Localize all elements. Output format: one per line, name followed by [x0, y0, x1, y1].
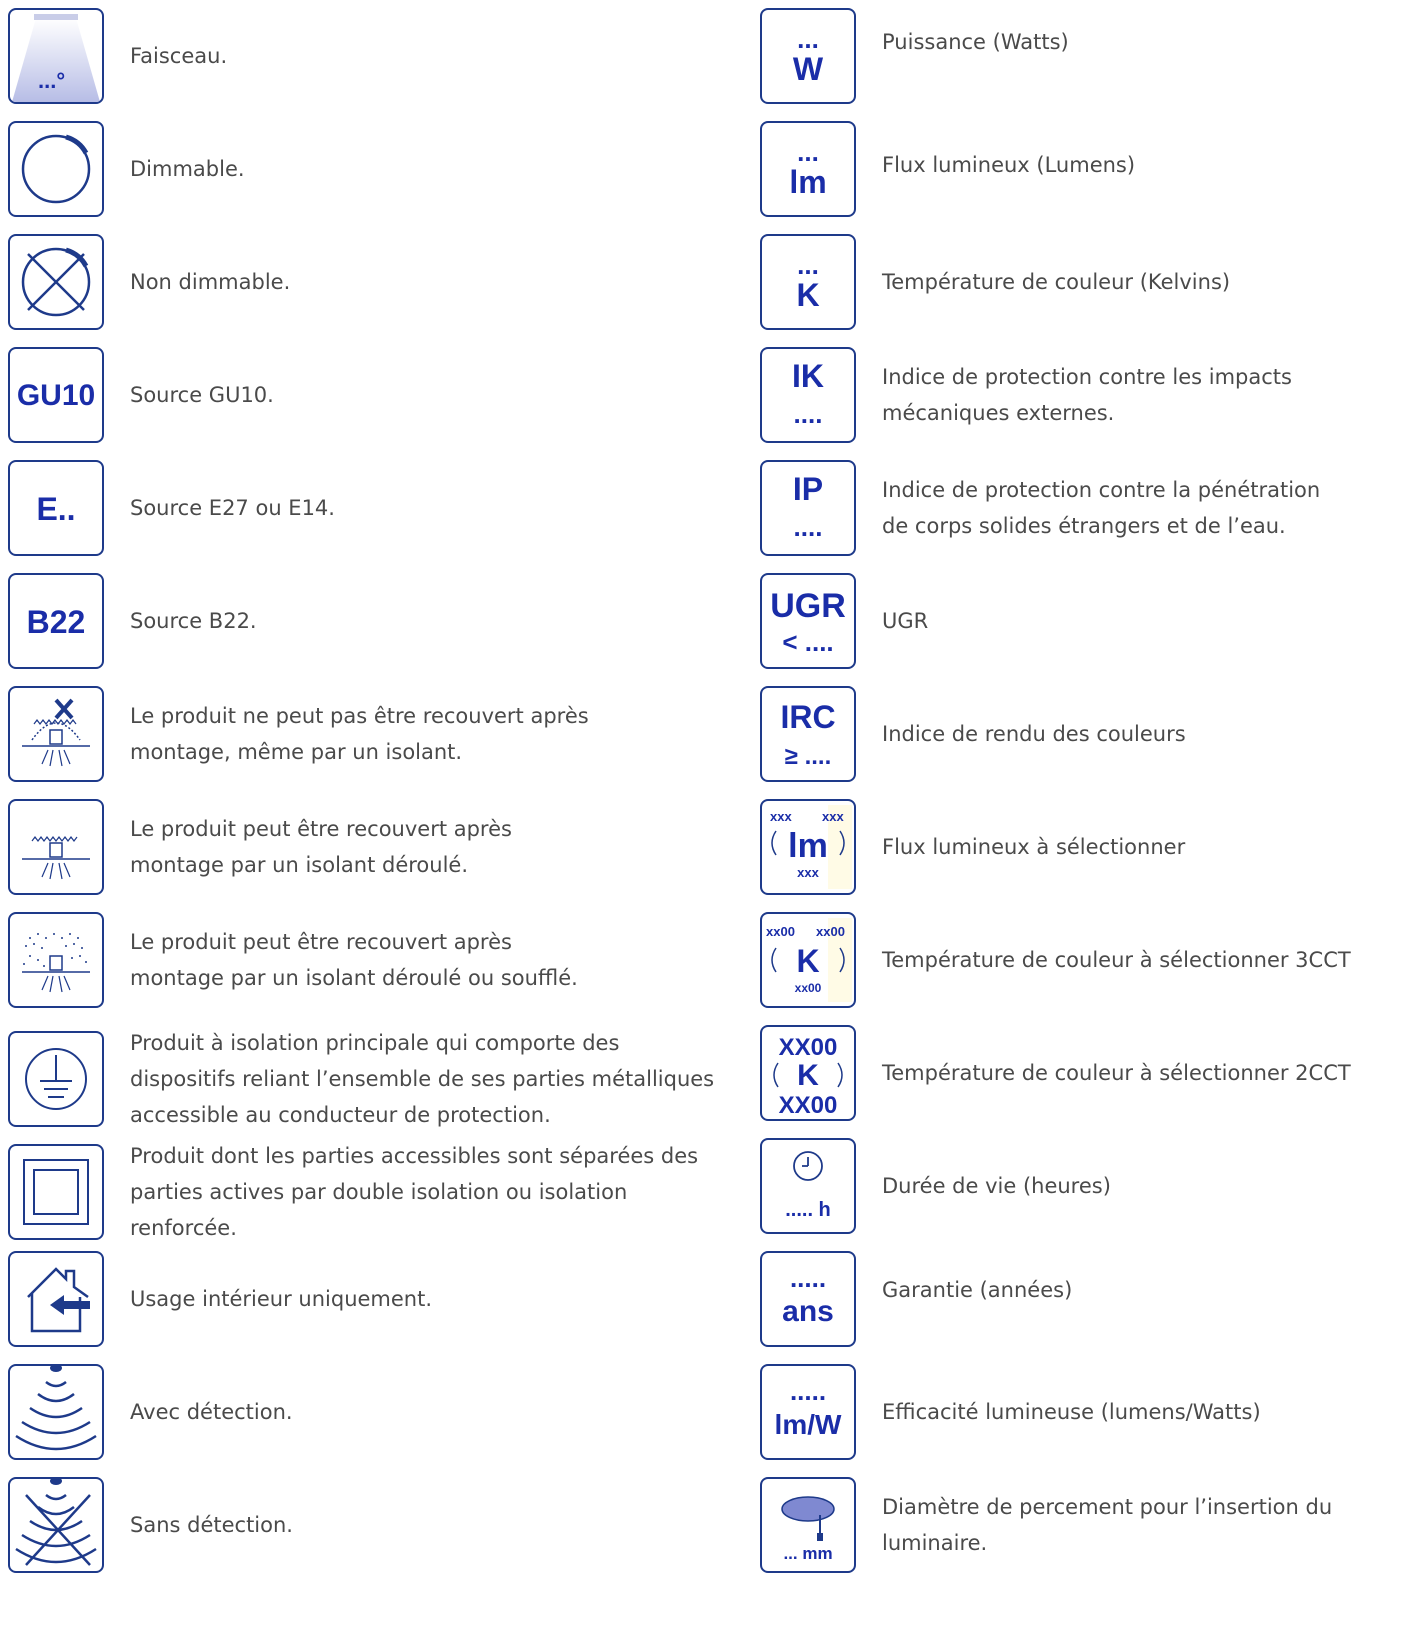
- list-item-label: Puissance (Watts): [882, 30, 1069, 54]
- list-item: [8, 1251, 730, 1347]
- list-item-label: Diamètre de percement pour l’insertion du luminaire.: [882, 1495, 1333, 1555]
- list-item: [8, 460, 730, 556]
- glyph-bottom: ≥ ....: [784, 743, 832, 770]
- list-item: [760, 1025, 1413, 1121]
- selectable-3cct-icon: [760, 912, 856, 1008]
- list-item-label: Sans détection.: [130, 1513, 293, 1537]
- efficacy-icon: [760, 1364, 856, 1460]
- list-item-label: Le produit peut être recouvert après montage par un isolant déroulé ou soufflé.: [130, 930, 578, 990]
- list-item-label: Source B22.: [130, 609, 257, 633]
- glyph-bottom: K: [796, 277, 820, 313]
- gu10-glyph: GU10: [16, 379, 96, 412]
- list-item: [8, 347, 730, 443]
- list-item-label: UGR: [882, 609, 929, 633]
- list-item-label: Source E27 ou E14.: [130, 496, 335, 520]
- list-item-label: Durée de vie (heures): [882, 1174, 1111, 1198]
- e-socket-glyph: E..: [36, 491, 76, 527]
- selectable-2cct-icon: [760, 1025, 856, 1121]
- b22-icon: [8, 573, 104, 669]
- glyph-small: xxx: [770, 809, 792, 824]
- kelvin-icon: [760, 234, 856, 330]
- ik-icon: [760, 347, 856, 443]
- glyph-top: UGR: [770, 587, 846, 625]
- list-item-label: Le produit peut être recouvert après montage par un isolant déroulé.: [130, 817, 512, 877]
- glyph-small: xxx: [797, 865, 819, 880]
- list-item-label: Flux lumineux à sélectionner: [882, 835, 1186, 859]
- list-item: [8, 234, 730, 330]
- list-item: [8, 573, 730, 669]
- beam-icon: [8, 8, 104, 104]
- glyph-top: .....: [789, 1263, 827, 1293]
- b22-glyph: B22: [26, 604, 86, 640]
- glyph-small: xx00: [816, 924, 845, 939]
- list-item: [8, 1364, 730, 1460]
- selectable-lumens-icon: [760, 799, 856, 895]
- detection-icon: [8, 1364, 104, 1460]
- indoor-use-icon: [8, 1251, 104, 1347]
- list-item: [760, 686, 1352, 782]
- list-item: [760, 1138, 1352, 1234]
- ip-icon: [760, 460, 856, 556]
- glyph-bottom: ... mm: [783, 1544, 833, 1563]
- list-item: [760, 1364, 1352, 1460]
- list-item: [8, 8, 730, 104]
- list-item: [8, 121, 730, 217]
- list-item-label: Source GU10.: [130, 383, 274, 407]
- dimmable-icon: [8, 121, 104, 217]
- list-item-label: Flux lumineux (Lumens): [882, 153, 1136, 177]
- ugr-icon: [760, 573, 856, 669]
- no-insulation-cover-icon: [8, 686, 104, 782]
- list-item: [8, 912, 590, 1008]
- list-item: [760, 121, 1352, 217]
- glyph-small: xxx: [822, 809, 844, 824]
- list-item: [8, 686, 590, 782]
- list-item: [8, 1477, 730, 1573]
- earth-ground-icon: [8, 1031, 104, 1127]
- list-item-label: Non dimmable.: [130, 270, 291, 294]
- list-item: [760, 1251, 1352, 1347]
- glyph-small: xx00: [766, 924, 795, 939]
- list-item: [760, 573, 1352, 669]
- list-item-label: Température de couleur (Kelvins): [882, 270, 1231, 294]
- list-item-label: Faisceau.: [130, 44, 228, 68]
- glyph-bottom: ans: [782, 1295, 834, 1328]
- glyph-bottom: < ....: [782, 627, 834, 657]
- list-item-label: Avec détection.: [130, 1400, 293, 1424]
- glyph-bottom: ..... h: [785, 1199, 831, 1221]
- list-item-label: Indice de protection contre la pénétration de corps solides étrangers et de l’eau.: [882, 478, 1321, 538]
- glyph-small: XX00: [778, 1092, 838, 1119]
- glyph-bottom: W: [792, 51, 824, 87]
- watts-icon: [760, 8, 856, 104]
- non-dimmable-icon: [8, 234, 104, 330]
- list-item-label: Produit à isolation principale qui comporte des dispositifs reliant l’ensemble de ses parties métalliques accessible au conducteur de protection.: [130, 1031, 715, 1127]
- glyph-small: xx00: [794, 981, 822, 995]
- blown-insulation-icon: [8, 912, 104, 1008]
- gu10-icon: [8, 347, 104, 443]
- list-item-label: Température de couleur à sélectionner 3CCT: [882, 948, 1351, 972]
- list-item: [760, 347, 1352, 443]
- glyph-main: K: [796, 943, 820, 979]
- list-item-label: Garantie (années): [882, 1278, 1073, 1302]
- cutout-diameter-icon: [760, 1477, 856, 1573]
- warranty-icon: [760, 1251, 856, 1347]
- list-item-label: Indice de protection contre les impacts mécaniques externes.: [882, 365, 1292, 425]
- list-item-label: Le produit ne peut pas être recouvert après montage, même par un isolant.: [130, 704, 589, 764]
- list-item: [8, 1138, 730, 1246]
- list-item-label: Usage intérieur uniquement.: [130, 1287, 433, 1311]
- glyph-top: .....: [789, 1376, 827, 1406]
- glyph-top: IK: [792, 358, 824, 394]
- list-item-label: Efficacité lumineuse (lumens/Watts): [882, 1400, 1261, 1424]
- glyph-small: XX00: [778, 1034, 838, 1061]
- glyph-main: lm: [788, 827, 828, 865]
- list-item: [760, 460, 1352, 556]
- list-item-label: Produit dont les parties accessibles sont séparées des parties actives par double isolation ou isolation renforcée.: [130, 1144, 699, 1240]
- glyph-bottom: ....: [793, 399, 823, 429]
- lifetime-icon: [760, 1138, 856, 1234]
- glyph-bottom: lm: [789, 164, 827, 200]
- beam-glyph: ...°: [38, 68, 66, 93]
- list-item: [760, 799, 1352, 895]
- glyph-top: IRC: [780, 699, 836, 735]
- glyph-bottom: lm/W: [774, 1409, 842, 1440]
- lumens-icon: [760, 121, 856, 217]
- double-insulation-icon: [8, 1144, 104, 1240]
- list-item-label: Dimmable.: [130, 157, 245, 181]
- list-item: [760, 234, 1352, 330]
- e-socket-icon: [8, 460, 104, 556]
- glyph-main: K: [797, 1059, 819, 1092]
- list-item-label: Indice de rendu des couleurs: [882, 722, 1186, 746]
- rolled-insulation-icon: [8, 799, 104, 895]
- no-detection-icon: [8, 1477, 104, 1573]
- list-item: [8, 799, 550, 895]
- irc-icon: [760, 686, 856, 782]
- glyph-top: ...: [797, 24, 819, 54]
- glyph-bottom: ....: [793, 512, 823, 542]
- list-item-label: Température de couleur à sélectionner 2CCT: [882, 1061, 1351, 1085]
- list-item: [760, 8, 1352, 104]
- list-item: [760, 1477, 1352, 1573]
- list-item: [8, 1025, 730, 1133]
- glyph-top: ...: [797, 250, 819, 280]
- list-item: [760, 912, 1413, 1008]
- glyph-top: IP: [792, 471, 824, 507]
- glyph-top: ...: [797, 137, 819, 167]
